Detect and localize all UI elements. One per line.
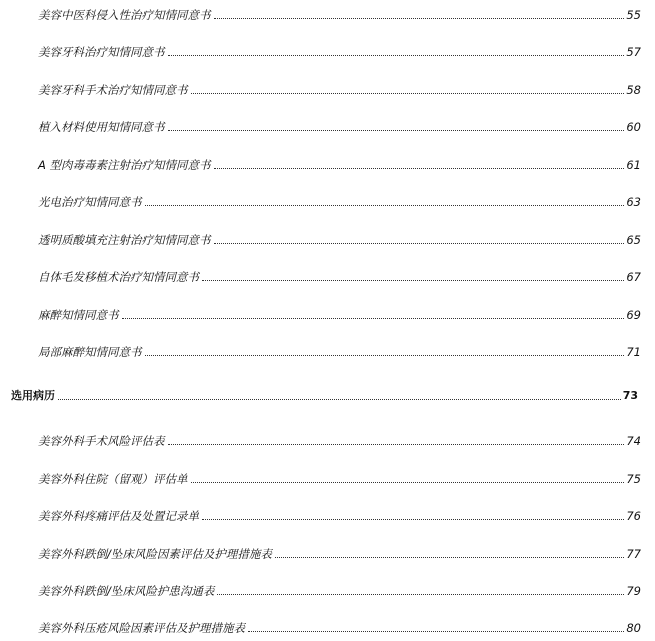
toc-entry[interactable] [38, 194, 641, 210]
dot-leader [202, 279, 624, 281]
toc-entry-page: 61 [626, 158, 641, 172]
toc-entry-page: 75 [626, 472, 641, 486]
toc-entry-page: 71 [626, 345, 641, 359]
toc-entry-page: 76 [626, 509, 641, 523]
toc-entry[interactable] [38, 344, 641, 360]
toc-entry-title: 美容外科跌倒/坠床风险因素评估及护理措施表 [38, 547, 272, 561]
toc-entry-title: 美容牙科治疗知情同意书 [38, 45, 165, 59]
toc-entry-page: 67 [626, 270, 641, 284]
dot-leader [214, 17, 625, 19]
toc-entry-page: 80 [626, 621, 641, 635]
toc-entry-title: 美容外科疼痛评估及处置记录单 [38, 509, 199, 523]
dot-leader [191, 92, 625, 94]
toc-entry-page: 79 [626, 584, 641, 598]
toc-entry[interactable] [38, 546, 641, 562]
toc-entry-page: 74 [626, 434, 641, 448]
toc-entry[interactable] [38, 583, 641, 599]
toc-entry-title: 美容外科手术风险评估表 [38, 434, 165, 448]
toc-entry-page: 69 [626, 308, 641, 322]
toc-entry[interactable] [38, 307, 641, 323]
toc-entry[interactable] [38, 82, 641, 98]
toc-entry-title: 美容外科住院（留观）评估单 [38, 472, 188, 486]
toc-entry-page: 58 [626, 83, 641, 97]
toc-entry[interactable] [38, 433, 641, 449]
toc-entry-title: 麻醉知情同意书 [38, 308, 119, 322]
toc-entry[interactable] [38, 471, 641, 487]
toc-entry-page: 55 [626, 8, 641, 22]
toc-entry-title: 光电治疗知情同意书 [38, 195, 142, 209]
toc-entry-page: 63 [626, 195, 641, 209]
toc-entry-page: 77 [626, 547, 641, 561]
toc-entry-title: 美容外科压疮风险因素评估及护理措施表 [38, 621, 245, 635]
toc-entry[interactable] [38, 119, 641, 135]
toc-entry[interactable] [38, 157, 641, 173]
dot-leader [168, 129, 625, 131]
dot-leader [248, 630, 624, 632]
toc-entry-title: 透明质酸填充注射治疗知情同意书 [38, 233, 211, 247]
toc-entry[interactable] [38, 269, 641, 285]
toc-section-page: 73 [622, 389, 638, 402]
toc-section-entry[interactable] [11, 388, 638, 404]
toc-entry[interactable] [38, 620, 641, 636]
toc-entry[interactable] [38, 232, 641, 248]
dot-leader [275, 556, 624, 558]
toc-entry-title: 局部麻醉知情同意书 [38, 345, 142, 359]
toc-section-title: 选用病历 [11, 389, 55, 402]
dot-leader [145, 204, 625, 206]
dot-leader [214, 167, 625, 169]
toc-entry[interactable] [38, 7, 641, 23]
toc-entry-page: 57 [626, 45, 641, 59]
dot-leader [58, 398, 621, 400]
dot-leader [217, 593, 624, 595]
dot-leader [145, 354, 625, 356]
toc-entry-title: 美容牙科手术治疗知情同意书 [38, 83, 188, 97]
dot-leader [202, 518, 624, 520]
toc-entry-title: 植入材料使用知情同意书 [38, 120, 165, 134]
toc-entry[interactable] [38, 508, 641, 524]
dot-leader [122, 317, 625, 319]
dot-leader [168, 54, 625, 56]
toc-entry-title: 美容外科跌倒/坠床风险护患沟通表 [38, 584, 215, 598]
dot-leader [214, 242, 625, 244]
dot-leader [191, 481, 625, 483]
toc-entry-title: 美容中医科侵入性治疗知情同意书 [38, 8, 211, 22]
toc-entry[interactable] [38, 44, 641, 60]
toc-entry-page: 65 [626, 233, 641, 247]
toc-entry-title: A 型肉毒毒素注射治疗知情同意书 [38, 158, 211, 172]
toc-entry-title: 自体毛发移植术治疗知情同意书 [38, 270, 199, 284]
toc-entry-page: 60 [626, 120, 641, 134]
dot-leader [168, 443, 625, 445]
